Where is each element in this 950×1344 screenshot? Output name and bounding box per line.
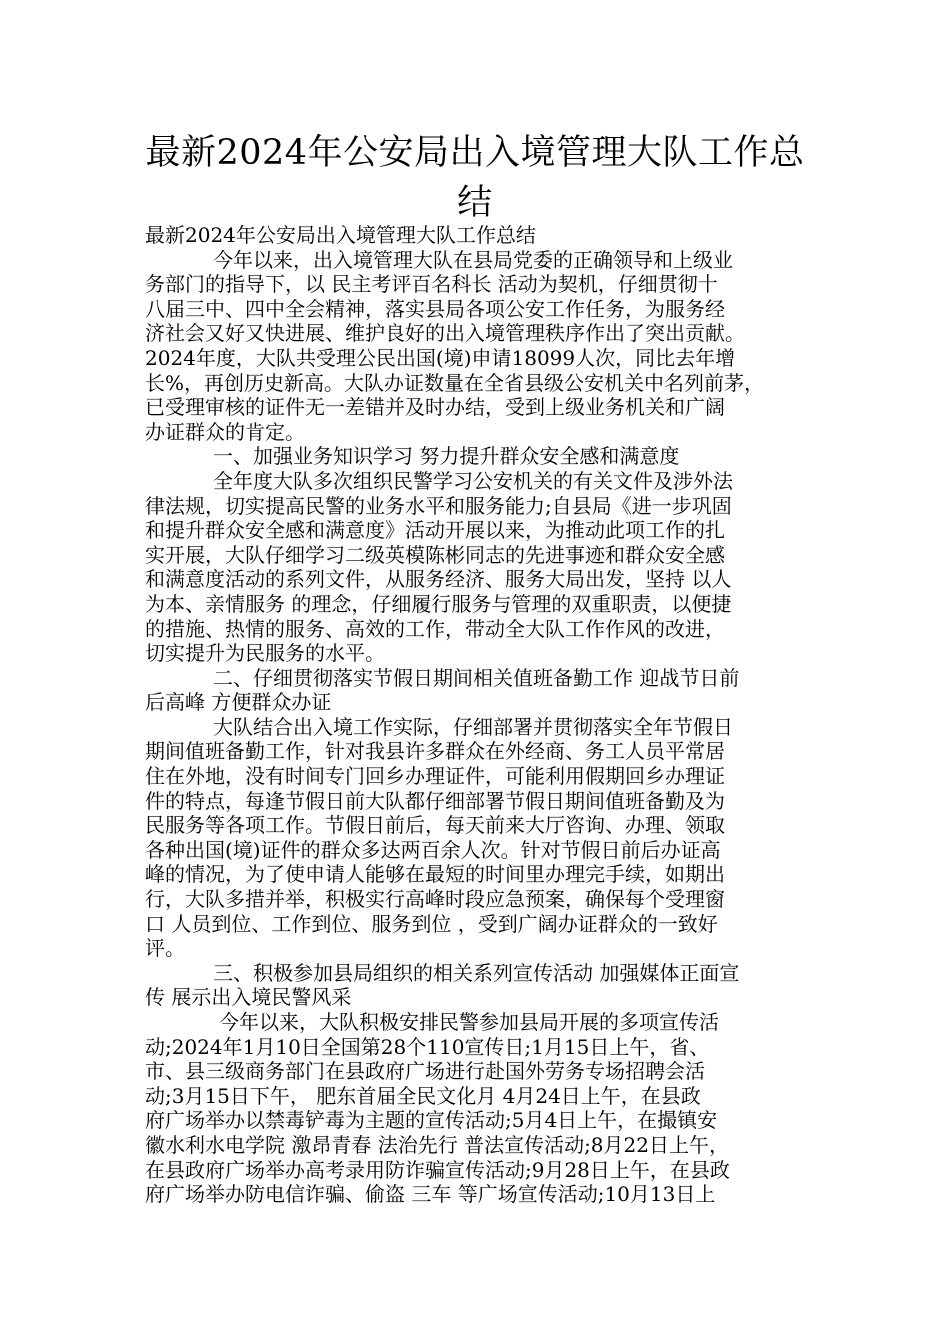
paragraph-line: 八届三中、四中全会精神，落实县局各项公安工作任务，为服务经	[145, 296, 725, 321]
paragraph-line: 律法规，切实提高民警的业务水平和服务能力;自县局《进一步巩固	[145, 493, 732, 518]
title-line-1: 最新2024年公安局出入境管理大队工作总	[145, 133, 805, 173]
paragraph-line: 2024年度，大队共受理公民出国(境)申请18099人次，同比去年增	[145, 345, 736, 370]
document-body	[145, 223, 809, 1207]
paragraph-line: 今年以来，大队积极安排民警参加县局开展的多项宣传活	[219, 1010, 719, 1034]
section-heading-2-cont: 后高峰 方便群众办证	[145, 690, 332, 715]
paragraph-line: 期间值班备勤工作，针对我县许多群众在外经商、务工人员平常居	[145, 739, 725, 764]
paragraph-line: 和满意度活动的系列文件，从服务经济、服务大局出发，坚持 以人	[145, 567, 732, 592]
paragraph-line: 徽水利水电学院 激昂青春 法治先行 普法宣传活动;8月22日上午，	[145, 1132, 729, 1157]
paragraph-line: 件的特点，每逢节假日前大队都仔细部署节假日期间值班备勤及为	[145, 788, 725, 813]
document-title	[145, 128, 805, 228]
paragraph-line: 行，大队多措并举，积极实行高峰时段应急预案，确保每个受理窗	[145, 887, 725, 912]
paragraph-line: 全年度大队多次组织民警学习公安机关的有关文件及涉外法	[213, 468, 733, 493]
paragraph-line: 峰的情况，为了使申请人能够在最短的时间里办理完手续，如期出	[145, 862, 725, 887]
paragraph-line: 的措施、热情的服务、高效的工作，带动全大队工作作风的改进，	[145, 616, 725, 641]
paragraph-line: 和提升群众安全感和满意度》活动开展以来，为推动此项工作的扎	[145, 518, 725, 543]
paragraph-line: 市、县三级商务部门在县政府广场进行赴国外劳务专场招聘会活	[145, 1059, 705, 1084]
paragraph-line: 口 人员到位、工作到位、服务到位 ，受到广阔办证群众的一致好	[145, 911, 718, 936]
paragraph-line: 今年以来，出入境管理大队在县局党委的正确领导和上级业	[213, 247, 733, 272]
paragraph-line: 府广场举办防电信诈骗、偷盗 三车 等广场宣传活动;10月13日上	[145, 1182, 716, 1207]
paragraph-line: 办证群众的肯定。	[145, 419, 305, 444]
paragraph-line: 切实提升为民服务的水平。	[145, 641, 385, 666]
paragraph-line: 长%，再创历史新高。大队办证数量在全省县级公安机关中名列前茅，	[145, 370, 765, 395]
paragraph-line: 动;3月15日下午， 肥东首届全民文化月 4月24日上午，在县政	[145, 1083, 701, 1108]
paragraph-line: 评。	[145, 936, 185, 961]
paragraph-line: 大队结合出入境工作实际，仔细部署并贯彻落实全年节假日	[213, 714, 733, 739]
subtitle-line: 最新2024年公安局出入境管理大队工作总结	[145, 223, 536, 247]
section-heading-1: 一、加强业务知识学习 努力提升群众安全感和满意度	[213, 444, 680, 469]
paragraph-line: 府广场举办以禁毒铲毒为主题的宣传活动;5月4日上午，在撮镇安	[145, 1108, 718, 1133]
paragraph-line: 民服务等各项工作。节假日前后，每天前来大厅咨询、办理、领取	[145, 813, 725, 838]
section-heading-3: 三、积极参加县局组织的相关系列宣传活动 加强媒体正面宣	[213, 960, 740, 985]
section-heading-2: 二、仔细贯彻落实节假日期间相关值班备勤工作 迎战节日前	[213, 665, 740, 690]
paragraph-line: 已受理审核的证件无一差错并及时办结，受到上级业务机关和广阔	[145, 395, 725, 420]
paragraph-line: 济社会又好又快进展、维护良好的出入境管理秩序作出了突出贡献。	[145, 321, 745, 346]
paragraph-line: 各种出国(境)证件的群众多达两百余人次。针对节假日前后办证高	[145, 837, 721, 862]
paragraph-line: 务部门的指导下，以 民主考评百名科长 活动为契机，仔细贯彻十	[145, 272, 718, 297]
section-heading-3-cont: 传 展示出入境民警风采	[145, 985, 352, 1010]
title-line-2: 结	[457, 183, 493, 223]
paragraph-line: 实开展，大队仔细学习二级英模陈彬同志的先进事迹和群众安全感	[145, 542, 725, 567]
paragraph-line: 动;2024年1月10日全国第28个110宣传日;1月15日上午，省、	[145, 1034, 710, 1059]
paragraph-line: 住在外地，没有时间专门回乡办理证件，可能利用假期回乡办理证	[145, 764, 725, 789]
paragraph-line: 在县政府广场举办高考录用防诈骗宣传活动;9月28日上午，在县政	[145, 1157, 730, 1182]
paragraph-line: 为本、亲情服务 的理念，仔细履行服务与管理的双重职责，以便捷	[145, 591, 732, 616]
